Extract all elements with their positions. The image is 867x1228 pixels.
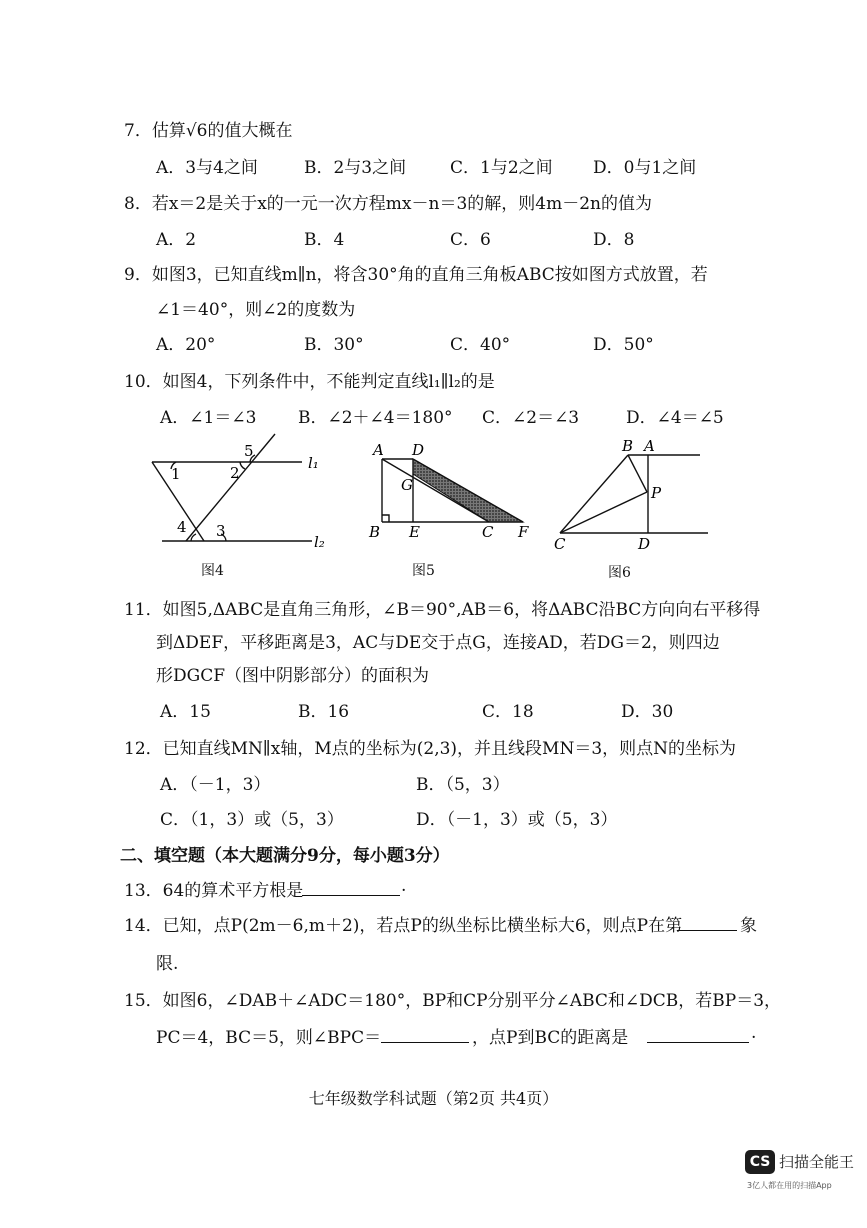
q13-end: . <box>401 876 407 896</box>
q10-option-c: C．∠2＝∠3 <box>482 408 580 428</box>
fig4-label-1: 1 <box>171 465 181 483</box>
q12-stem: 12．已知直线MN∥x轴，M点的坐标为(2,3)，并且线段MN＝3，则点N的坐标为 <box>124 739 737 759</box>
q11-option-b: B．16 <box>298 702 350 722</box>
q7-option-c: C．1与2之间 <box>450 158 553 178</box>
q14-stem-line2: 限. <box>156 954 179 974</box>
fig5-caption: 图5 <box>412 563 435 579</box>
q8-option-b: B．4 <box>304 230 345 250</box>
q9-option-b: B．30° <box>304 335 364 355</box>
fig5-label-F: F <box>518 523 529 541</box>
fig5-label-E: E <box>409 523 420 541</box>
fig4-label-5: 5 <box>244 442 254 460</box>
scanner-logo-name: 扫描全能王 <box>779 1153 855 1171</box>
q8-option-d: D．8 <box>593 230 635 250</box>
fig5-label-G: G <box>401 476 413 494</box>
fig6-label-C: C <box>554 535 566 553</box>
q9-option-a: A．20° <box>156 335 216 355</box>
fig5-label-B: B <box>369 523 381 541</box>
scanner-logo-tagline: 3亿人都在用的扫描App <box>747 1181 832 1190</box>
fig4-label-l2: l₂ <box>314 533 325 551</box>
q10-option-d: D．∠4＝∠5 <box>626 408 724 428</box>
page-footer: 七年级数学科试题（第2页 共4页） <box>308 1089 559 1108</box>
q10-option-a: A．∠1＝∠3 <box>160 408 257 428</box>
q9-stem-line2: ∠1＝40°，则∠2的度数为 <box>156 300 356 320</box>
q13-stem: 13．64的算术平方根是 <box>124 881 304 901</box>
q15-distance-answer-blank[interactable] <box>647 1042 749 1043</box>
q13-answer-blank[interactable] <box>302 895 400 896</box>
fig5-label-A: A <box>373 441 384 459</box>
q12-option-d: D．（－1，3）或（5，3） <box>416 810 618 830</box>
scanner-logo-icon: CS <box>745 1150 775 1174</box>
q12-option-a: A．（－1，3） <box>160 775 271 795</box>
q9-stem-line1: 9．如图3，已知直线m∥n，将含30°角的直角三角板ABC按如图方式放置，若 <box>124 265 708 285</box>
fig4-label-4: 4 <box>177 518 187 536</box>
q8-stem: 8．若x＝2是关于x的一元一次方程mx－n＝3的解，则4m－2n的值为 <box>124 194 652 214</box>
q12-option-c: C．（1，3）或（5，3） <box>160 810 344 830</box>
fig6-label-P: P <box>651 484 662 502</box>
fig5-label-D: D <box>412 441 425 459</box>
section-2-title: 二、填空题（本大题满分9分，每小题3分） <box>120 846 450 866</box>
q11-option-c: C．18 <box>482 702 534 722</box>
fig6-label-A: A <box>644 437 655 455</box>
q7-stem: 7．估算√6的值大概在 <box>124 121 293 141</box>
q8-option-a: A．2 <box>156 230 197 250</box>
fig5-label-C: C <box>482 523 494 541</box>
fig4-label-3: 3 <box>216 522 226 540</box>
scanner-watermark <box>745 1150 860 1222</box>
fig4-label-l1: l₁ <box>308 454 319 472</box>
fig4-caption: 图4 <box>201 563 224 579</box>
q15-stem-line2-end: . <box>751 1023 757 1043</box>
q15-stem-line1: 15．如图6，∠DAB＋∠ADC＝180°，BP和CP分别平分∠ABC和∠DCB，若BP＝3， <box>124 991 782 1011</box>
q15-stem-line2-a: PC＝4，BC＝5，则∠BPC＝ <box>156 1028 382 1048</box>
q14-stem-line1-end: 象 <box>740 916 757 936</box>
q7-option-a: A．3与4之间 <box>156 158 258 178</box>
q11-stem-line3: 形DGCF（图中阴影部分）的面积为 <box>156 666 430 686</box>
q14-stem-line1: 14．已知，点P(2m－6,m＋2)，若点P的纵坐标比横坐标大6，则点P在第 <box>124 916 683 936</box>
fig4-label-2: 2 <box>230 464 240 482</box>
q7-option-b: B．2与3之间 <box>304 158 407 178</box>
q11-stem-line1: 11．如图5,ΔABC是直角三角形，∠B＝90°,AB＝6，将ΔABC沿BC方向向右平移得 <box>124 600 761 620</box>
q9-option-d: D．50° <box>593 335 654 355</box>
q8-option-c: C．6 <box>450 230 491 250</box>
q10-stem: 10．如图4，下列条件中，不能判定直线l₁∥l₂的是 <box>124 372 495 392</box>
q15-stem-line2-b: ，点P到BC的距离是 <box>472 1028 629 1048</box>
q15-angle-answer-blank[interactable] <box>381 1042 469 1043</box>
fig6-label-D: D <box>638 535 651 553</box>
q11-option-d: D．30 <box>621 702 674 722</box>
fig6-label-B: B <box>622 437 634 455</box>
q7-option-d: D．0与1之间 <box>593 158 697 178</box>
fig6-caption: 图6 <box>608 565 631 581</box>
q14-answer-blank[interactable] <box>677 930 737 931</box>
q11-stem-line2: 到ΔDEF，平移距离是3，AC与DE交于点G，连接AD，若DG＝2，则四边 <box>156 633 720 653</box>
q9-option-c: C．40° <box>450 335 511 355</box>
q10-option-b: B．∠2＋∠4＝180° <box>298 408 453 428</box>
fig5-shaded-region <box>413 459 523 522</box>
q12-option-b: B．（5，3） <box>416 775 510 795</box>
q11-option-a: A．15 <box>160 702 211 722</box>
